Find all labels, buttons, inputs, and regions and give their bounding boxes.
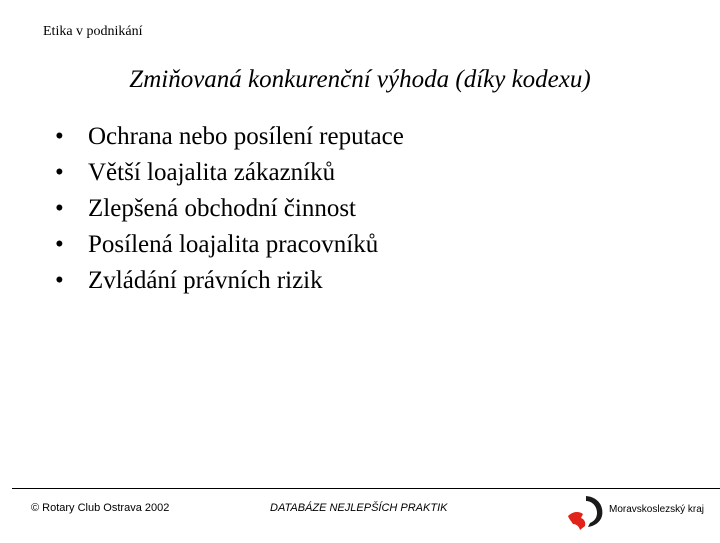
footer-copyright: © Rotary Club Ostrava 2002: [31, 502, 170, 514]
bullet-text: Zlepšená obchodní činnost: [88, 195, 356, 222]
bullet-text: Posílená loajalita pracovníků: [88, 231, 379, 258]
bullet-dot: •: [55, 267, 64, 294]
bullet-text: Ochrana nebo posílení reputace: [88, 123, 404, 150]
bullet-item: [55, 263, 404, 299]
bullet-text: Větší loajalita zákazníků: [88, 159, 336, 186]
bullet-item: [55, 155, 404, 191]
bullet-dot: •: [55, 195, 64, 222]
footer-database: DATABÁZE NEJLEPŠÍCH PRAKTIK: [270, 502, 448, 514]
header-course: Etika v podnikání: [43, 24, 143, 39]
region-logo-text: Moravskoslezský kraj: [609, 504, 705, 515]
bullet-dot: •: [55, 123, 64, 150]
bullet-dot: •: [55, 159, 64, 186]
region-logo-icon: [564, 490, 608, 538]
region-logo: [564, 490, 720, 538]
slide-title: Zmiňovaná konkurenční výhoda (díky kodexu): [129, 66, 591, 93]
footer-divider: [12, 488, 720, 489]
bullet-dot: •: [55, 231, 64, 258]
bullet-item: [55, 119, 404, 155]
bullet-list: [55, 119, 404, 299]
bullet-text: Zvládání právních rizik: [88, 267, 323, 294]
bullet-item: [55, 227, 404, 263]
bullet-item: [55, 191, 404, 227]
